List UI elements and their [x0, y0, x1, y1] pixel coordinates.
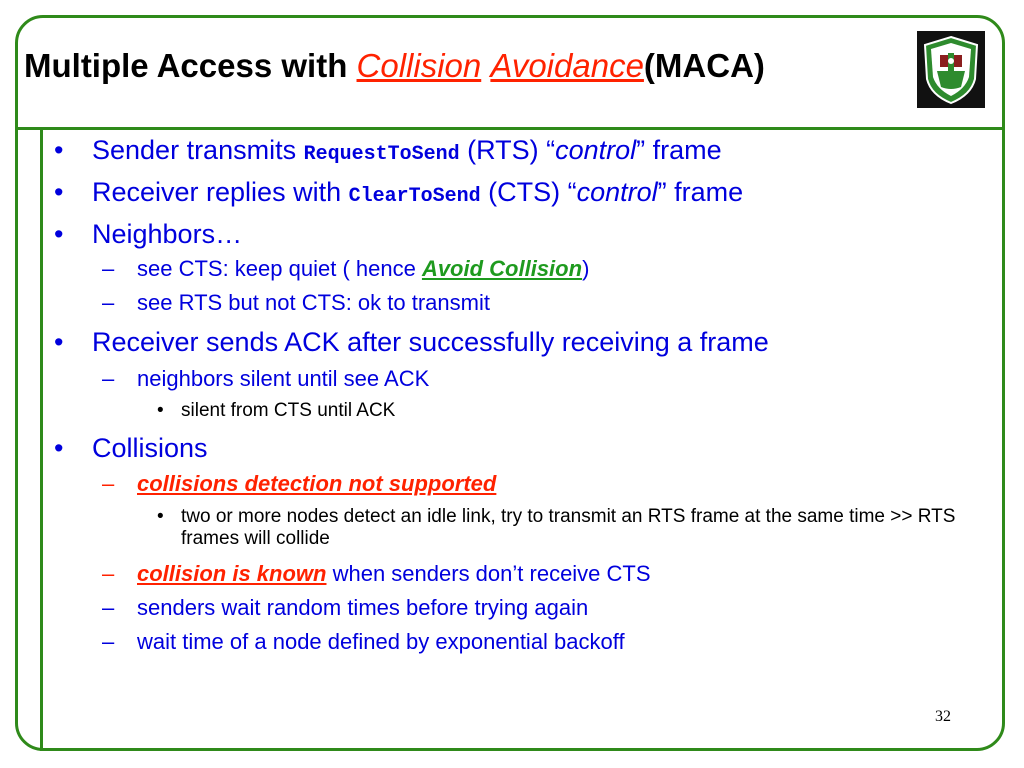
- university-seal-icon: [917, 31, 985, 108]
- collision-known-highlight: collision is known: [137, 561, 327, 586]
- title-divider: [18, 127, 1005, 130]
- page-number: 32: [935, 708, 951, 725]
- slide-title: Multiple Access with Collision Avoidance(MACA): [24, 47, 765, 84]
- left-rule: [40, 127, 43, 751]
- title-collision: Collision: [356, 47, 482, 84]
- code-clear-to-send: ClearToSend: [348, 185, 481, 208]
- avoid-collision-highlight: Avoid Collision: [421, 256, 583, 281]
- code-request-to-send: RequestToSend: [303, 143, 460, 166]
- title-avoidance: Avoidance: [490, 47, 644, 84]
